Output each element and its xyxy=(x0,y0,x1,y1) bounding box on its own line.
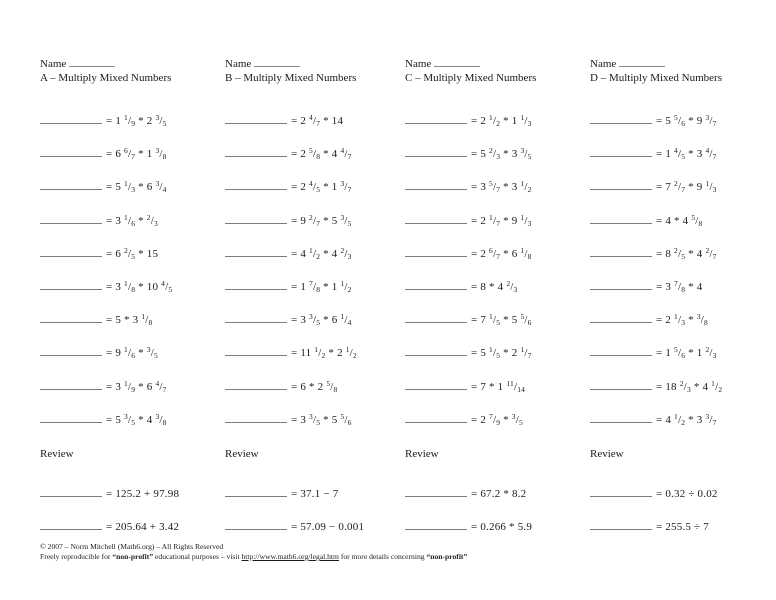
problem-expression: = 1 $^7/_8 * 1$ $^1/_2$ xyxy=(291,278,352,294)
problem-expression: = 3 $^5/_7 * 3$ $^1/_2$ xyxy=(471,179,532,195)
problem-expression: = 3 $^1/_6 * ^2/_3$ xyxy=(106,212,158,228)
problem-expression: = 2 $^4/_5 * 1$ $^3/_7$ xyxy=(291,179,352,195)
answer-blank xyxy=(405,377,467,390)
problem-row xyxy=(40,377,222,410)
problem-row xyxy=(405,244,587,277)
answer-blank xyxy=(405,343,467,356)
problem-expression: = 9 $^1/_6 * ^3/_5$ xyxy=(106,345,158,361)
name-blank xyxy=(619,57,665,67)
answer-blank xyxy=(225,144,287,157)
answer-blank xyxy=(405,244,467,257)
problem-expression: = 3 $^1/_9 * 6$ $^4/_7$ xyxy=(106,378,167,394)
answer-blank xyxy=(405,277,467,290)
problem-expression: = 5 * 3 $^1/_8$ xyxy=(106,312,153,328)
problem-row xyxy=(225,377,407,410)
name-line xyxy=(590,57,772,71)
problem-expression: = 5 $^1/_5 * 2$ $^1/_7$ xyxy=(471,345,532,361)
answer-blank xyxy=(590,517,652,530)
review-label: Review xyxy=(225,447,259,460)
name-blank xyxy=(434,57,480,67)
problem-expression: = 5 $^1/_3 * 6$ $^3/_4$ xyxy=(106,179,167,195)
answer-blank xyxy=(590,211,652,224)
footer xyxy=(40,542,467,562)
problem-row xyxy=(225,277,407,310)
problem-row xyxy=(590,144,772,177)
problem-expression: = 9 $^2/_7 * 5$ $^3/_5$ xyxy=(291,212,352,228)
problem-row xyxy=(40,310,222,343)
problem-row xyxy=(40,244,222,277)
problem-expression: = 37.1 − 7 xyxy=(291,487,339,500)
answer-blank xyxy=(40,517,102,530)
problem-expression: = 6 $^6/_7 * 1$ $^3/_8$ xyxy=(106,146,167,162)
problem-expression: = 0.32 ÷ 0.02 xyxy=(656,487,718,500)
problem-expression: = 4 * 4 $^5/_8$ xyxy=(656,212,703,228)
problem-expression: = 2 $^1/_3 * ^3/_8$ xyxy=(656,312,708,328)
name-label: Name xyxy=(405,58,432,70)
name-label: Name xyxy=(225,58,252,70)
problem-expression: = 8 * 4 $^2/_3$ xyxy=(471,278,518,294)
answer-blank xyxy=(40,410,102,423)
answer-blank xyxy=(40,244,102,257)
problem-expression: = 205.64 + 3.42 xyxy=(106,520,180,533)
answer-blank xyxy=(405,144,467,157)
answer-blank xyxy=(590,277,652,290)
name-blank xyxy=(254,57,300,67)
problem-row xyxy=(405,277,587,310)
problem-row xyxy=(40,343,222,376)
review-problems-list xyxy=(225,484,407,550)
problem-row xyxy=(225,244,407,277)
problem-expression: = 2 $^4/_7 * 14$ xyxy=(291,113,344,128)
problem-row xyxy=(225,144,407,177)
footer-nonprofit-text: “non-profit” xyxy=(426,552,468,561)
name-blank xyxy=(69,57,115,67)
problem-expression: = 2 $^1/_2 * 1$ $^1/_3$ xyxy=(471,113,532,128)
answer-blank xyxy=(405,211,467,224)
answer-blank xyxy=(590,177,652,190)
problem-expression: = 1 $^4/_5 * 3$ $^4/_7$ xyxy=(656,146,717,162)
problem-row xyxy=(405,377,587,410)
problem-row xyxy=(405,310,587,343)
problem-row xyxy=(405,177,587,210)
worksheet-column-d xyxy=(590,57,772,550)
problem-row xyxy=(590,211,772,244)
answer-blank xyxy=(225,211,287,224)
problem-expression: = 3 $^7/_8 * 4$ xyxy=(656,278,703,294)
review-problems-list xyxy=(40,484,222,550)
footer-nonprofit-text: “non-profit” xyxy=(112,552,154,561)
problem-expression: = 4 $^1/_2 * 3$ $^3/_7$ xyxy=(656,411,717,427)
problem-row xyxy=(225,111,407,144)
problem-expression: = 5 $^3/_5 * 4$ $^3/_8$ xyxy=(106,411,167,427)
answer-blank xyxy=(405,111,467,124)
problem-expression: = 57.09 − 0.001 xyxy=(291,520,365,533)
problem-row xyxy=(590,377,772,410)
answer-blank xyxy=(590,111,652,124)
problem-expression: = 7 $^1/_5 * 5$ $^5/_6$ xyxy=(471,312,532,328)
problem-row xyxy=(225,177,407,210)
column-title: C – Multiply Mixed Numbers xyxy=(405,72,537,84)
problem-row xyxy=(405,111,587,144)
review-label: Review xyxy=(590,447,624,460)
answer-blank xyxy=(590,410,652,423)
problem-row xyxy=(590,244,772,277)
footer-legal-line xyxy=(40,552,467,562)
answer-blank xyxy=(40,144,102,157)
problem-row xyxy=(590,177,772,210)
answer-blank xyxy=(590,144,652,157)
problem-expression: = 1 $^1/_9 * 2$ $^3/_5$ xyxy=(106,113,167,128)
answer-blank xyxy=(590,244,652,257)
answer-blank xyxy=(225,111,287,124)
name-line xyxy=(405,57,587,71)
name-line xyxy=(40,57,222,71)
problem-expression: = 3 $^1/_8 * 10$ $^4/_5$ xyxy=(106,278,173,294)
problem-row xyxy=(225,410,407,443)
answer-blank xyxy=(40,343,102,356)
problem-expression: = 4 $^1/_2 * 4$ $^2/_3$ xyxy=(291,245,352,261)
answer-blank xyxy=(225,517,287,530)
problem-row xyxy=(40,111,222,144)
name-label: Name xyxy=(40,58,67,70)
problem-expression: = 67.2 * 8.2 xyxy=(471,487,527,500)
problem-row xyxy=(40,144,222,177)
answer-blank xyxy=(405,517,467,530)
answer-blank xyxy=(40,277,102,290)
worksheet-column-a xyxy=(40,57,222,550)
problem-row xyxy=(405,410,587,443)
problem-row xyxy=(405,144,587,177)
problem-expression: = 2 $^7/_9 * ^3/_5$ xyxy=(471,411,523,427)
answer-blank xyxy=(40,111,102,124)
problem-expression: = 2 $^1/_7 * 9$ $^1/_3$ xyxy=(471,212,532,228)
answer-blank xyxy=(405,484,467,497)
problems-list xyxy=(590,111,772,443)
problem-row xyxy=(590,111,772,144)
answer-blank xyxy=(40,377,102,390)
problem-expression: = 3 $^3/_5 * 6$ $^1/_4$ xyxy=(291,312,352,328)
problem-row xyxy=(40,484,222,517)
answer-blank xyxy=(225,377,287,390)
answer-blank xyxy=(225,244,287,257)
name-label: Name xyxy=(590,58,617,70)
answer-blank xyxy=(225,343,287,356)
problem-row xyxy=(40,410,222,443)
footer-copyright-line: © 2007 – Norm Mitchell (Math6.org) – All Rights Reserved xyxy=(40,542,224,551)
answer-blank xyxy=(225,310,287,323)
answer-blank xyxy=(405,177,467,190)
worksheet-column-b xyxy=(225,57,407,550)
column-title: B – Multiply Mixed Numbers xyxy=(225,72,357,84)
problem-expression: = 11 $^1/_2 * 2$ $^1/_2$ xyxy=(291,345,357,361)
problem-expression: = 7 $^2/_7 * 9$ $^1/_3$ xyxy=(656,179,717,195)
answer-blank xyxy=(40,484,102,497)
problems-list xyxy=(225,111,407,443)
problem-row xyxy=(405,211,587,244)
footer-text: educational purposes – visit xyxy=(153,552,242,561)
problem-row xyxy=(225,310,407,343)
answer-blank xyxy=(40,310,102,323)
problem-row xyxy=(590,310,772,343)
problem-row xyxy=(590,484,772,517)
footer-text: for more details concerning xyxy=(338,552,427,561)
review-problems-list xyxy=(405,484,587,550)
problem-expression: = 255.5 ÷ 7 xyxy=(656,520,709,533)
review-label: Review xyxy=(40,447,74,460)
problem-row xyxy=(590,277,772,310)
problem-row xyxy=(590,517,772,550)
answer-blank xyxy=(225,484,287,497)
column-title: A – Multiply Mixed Numbers xyxy=(40,72,172,84)
problems-list xyxy=(405,111,587,443)
worksheet-column-c xyxy=(405,57,587,550)
answer-blank xyxy=(225,410,287,423)
problem-expression: = 6 * 2 $^5/_8$ xyxy=(291,378,338,394)
problem-expression: = 2 $^6/_7 * 6$ $^1/_8$ xyxy=(471,245,532,261)
answer-blank xyxy=(225,277,287,290)
answer-blank xyxy=(225,177,287,190)
problem-expression: = 3 $^3/_5 * 5$ $^5/_6$ xyxy=(291,411,352,427)
review-label: Review xyxy=(405,447,439,460)
answer-blank xyxy=(590,484,652,497)
column-title: D – Multiply Mixed Numbers xyxy=(590,72,722,84)
problem-expression: = 8 $^2/_5 * 4$ $^2/_7$ xyxy=(656,245,717,261)
problem-row xyxy=(40,211,222,244)
problem-expression: = 1 $^5/_6 * 1$ $^2/_3$ xyxy=(656,345,717,361)
problem-expression: = 0.266 * 5.9 xyxy=(471,520,533,533)
answer-blank xyxy=(590,310,652,323)
review-problems-list xyxy=(590,484,772,550)
problem-row xyxy=(225,484,407,517)
problem-expression: = 6 $^2/_5 * 15$ xyxy=(106,245,159,261)
problem-row xyxy=(225,211,407,244)
name-line xyxy=(225,57,407,71)
problem-expression: = 5 $^5/_6 * 9$ $^3/_7$ xyxy=(656,113,717,128)
legal-link[interactable]: http://www.math6.org/legal.htm xyxy=(241,552,339,561)
answer-blank xyxy=(590,343,652,356)
answer-blank xyxy=(590,377,652,390)
problem-expression: = 7 * 1 $^{11}/_{14}$ xyxy=(471,378,526,394)
problems-list xyxy=(40,111,222,443)
problem-expression: = 2 $^5/_8 * 4$ $^4/_7$ xyxy=(291,146,352,162)
answer-blank xyxy=(40,177,102,190)
problem-expression: = 5 $^2/_3 * 3$ $^3/_5$ xyxy=(471,146,532,162)
problem-row xyxy=(405,484,587,517)
answer-blank xyxy=(405,310,467,323)
problem-row xyxy=(40,177,222,210)
problem-row xyxy=(225,343,407,376)
problem-row xyxy=(40,277,222,310)
problem-row xyxy=(405,343,587,376)
problem-expression: = 18 $^2/_3 * 4$ $^1/_2$ xyxy=(656,378,723,394)
answer-blank xyxy=(40,211,102,224)
problem-row xyxy=(590,410,772,443)
answer-blank xyxy=(405,410,467,423)
problem-row xyxy=(590,343,772,376)
problem-expression: = 125.2 + 97.98 xyxy=(106,487,180,500)
footer-text: Freely reproducible for xyxy=(40,552,113,561)
